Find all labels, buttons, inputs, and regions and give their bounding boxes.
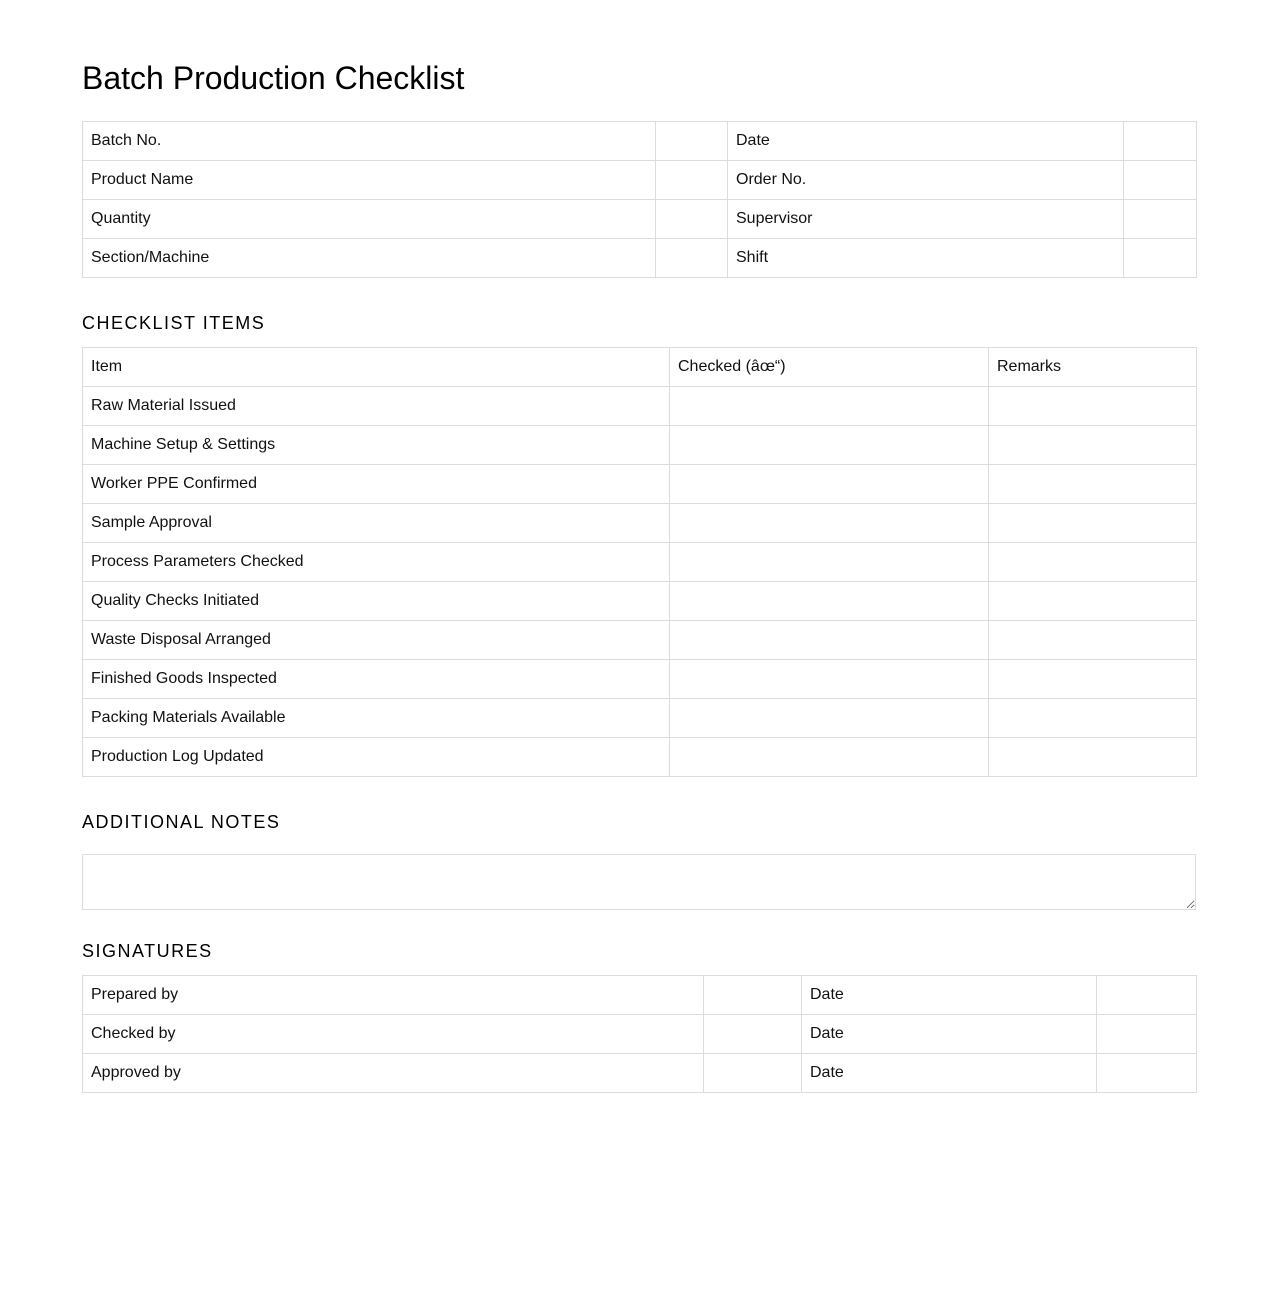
info-value-field[interactable] xyxy=(1124,239,1197,278)
additional-notes-textarea[interactable] xyxy=(82,854,1196,910)
signature-field[interactable] xyxy=(704,1015,802,1054)
signature-role-label: Prepared by xyxy=(83,976,704,1015)
checked-cell[interactable] xyxy=(670,504,989,543)
info-label: Supervisor xyxy=(728,200,1124,239)
signature-date-label: Date xyxy=(802,976,1097,1015)
checklist-item-label: Waste Disposal Arranged xyxy=(83,621,670,660)
info-value-field[interactable] xyxy=(656,122,728,161)
info-label: Product Name xyxy=(83,161,656,200)
info-value-field[interactable] xyxy=(1124,161,1197,200)
checklist-table xyxy=(82,347,1197,777)
checklist-row xyxy=(83,660,1197,699)
info-label: Date xyxy=(728,122,1124,161)
checklist-item-label: Process Parameters Checked xyxy=(83,543,670,582)
signatures-heading: SIGNATURES xyxy=(82,941,213,961)
checked-cell[interactable] xyxy=(670,582,989,621)
checked-cell[interactable] xyxy=(670,660,989,699)
checklist-item-label: Worker PPE Confirmed xyxy=(83,465,670,504)
remarks-cell[interactable] xyxy=(989,426,1197,465)
remarks-cell[interactable] xyxy=(989,699,1197,738)
info-label: Quantity xyxy=(83,200,656,239)
signature-row xyxy=(83,976,1197,1015)
checklist-row xyxy=(83,621,1197,660)
info-label: Batch No. xyxy=(83,122,656,161)
remarks-cell[interactable] xyxy=(989,582,1197,621)
checklist-row xyxy=(83,543,1197,582)
checklist-item-label: Machine Setup & Settings xyxy=(83,426,670,465)
signature-row xyxy=(83,1015,1197,1054)
signature-role-label: Checked by xyxy=(83,1015,704,1054)
remarks-cell[interactable] xyxy=(989,660,1197,699)
checked-cell[interactable] xyxy=(670,699,989,738)
checklist-item-label: Finished Goods Inspected xyxy=(83,660,670,699)
info-label: Order No. xyxy=(728,161,1124,200)
info-row xyxy=(83,239,1197,278)
signature-date-field[interactable] xyxy=(1097,976,1197,1015)
signature-date-field[interactable] xyxy=(1097,1054,1197,1093)
info-row xyxy=(83,122,1197,161)
remarks-cell[interactable] xyxy=(989,465,1197,504)
checklist-row xyxy=(83,699,1197,738)
checklist-row xyxy=(83,387,1197,426)
remarks-cell[interactable] xyxy=(989,543,1197,582)
info-label: Section/Machine xyxy=(83,239,656,278)
checklist-row xyxy=(83,465,1197,504)
remarks-cell[interactable] xyxy=(989,738,1197,777)
column-header-item: Item xyxy=(83,348,670,387)
checklist-heading: CHECKLIST ITEMS xyxy=(82,313,266,333)
checklist-row xyxy=(83,504,1197,543)
info-row xyxy=(83,161,1197,200)
signature-field[interactable] xyxy=(704,1054,802,1093)
checklist-item-label: Quality Checks Initiated xyxy=(83,582,670,621)
info-value-field[interactable] xyxy=(1124,122,1197,161)
info-value-field[interactable] xyxy=(656,200,728,239)
page-title: Batch Production Checklist xyxy=(82,60,465,96)
checked-cell[interactable] xyxy=(670,621,989,660)
checked-cell[interactable] xyxy=(670,387,989,426)
info-value-field[interactable] xyxy=(656,161,728,200)
signature-date-label: Date xyxy=(802,1015,1097,1054)
checklist-row xyxy=(83,738,1197,777)
signature-field[interactable] xyxy=(704,976,802,1015)
signature-date-field[interactable] xyxy=(1097,1015,1197,1054)
batch-info-table xyxy=(82,121,1197,278)
checklist-row xyxy=(83,426,1197,465)
checked-cell[interactable] xyxy=(670,465,989,504)
info-value-field[interactable] xyxy=(656,239,728,278)
checklist-item-label: Raw Material Issued xyxy=(83,387,670,426)
checked-cell[interactable] xyxy=(670,543,989,582)
checklist-item-label: Production Log Updated xyxy=(83,738,670,777)
signature-row xyxy=(83,1054,1197,1093)
notes-heading: ADDITIONAL NOTES xyxy=(82,812,281,832)
remarks-cell[interactable] xyxy=(989,504,1197,543)
info-label: Shift xyxy=(728,239,1124,278)
info-row xyxy=(83,200,1197,239)
checklist-row xyxy=(83,582,1197,621)
checklist-item-label: Packing Materials Available xyxy=(83,699,670,738)
checked-cell[interactable] xyxy=(670,426,989,465)
checked-cell[interactable] xyxy=(670,738,989,777)
checklist-item-label: Sample Approval xyxy=(83,504,670,543)
signature-date-label: Date xyxy=(802,1054,1097,1093)
column-header-checked: Checked (âœ“) xyxy=(670,348,989,387)
signatures-table xyxy=(82,975,1197,1093)
checklist-header-row xyxy=(83,348,1197,387)
remarks-cell[interactable] xyxy=(989,621,1197,660)
remarks-cell[interactable] xyxy=(989,387,1197,426)
column-header-remarks: Remarks xyxy=(989,348,1197,387)
info-value-field[interactable] xyxy=(1124,200,1197,239)
signature-role-label: Approved by xyxy=(83,1054,704,1093)
